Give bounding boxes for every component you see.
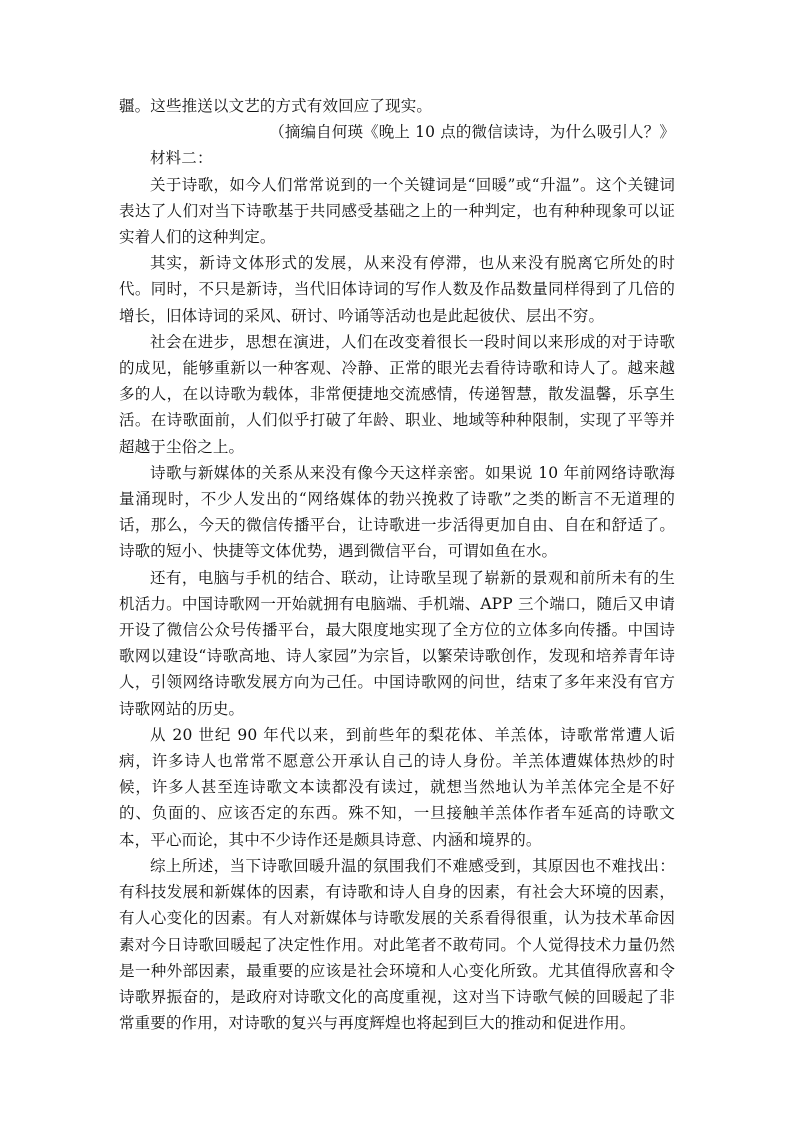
- paragraph: 社会在进步，思想在演进，人们在改变着很长一段时间以来形成的对于诗歌的成见，能够重新以一种客观、冷静、正常的眼光去看待诗歌和诗人了。越来越多的人，在以诗歌为载体，非常便捷地交流感情，传递智慧，散发温馨，乐享生活。在诗歌面前，人们似乎打破了年龄、职业、地域等种种限制，实现了平等并超越于尘俗之上。: [119, 332, 675, 456]
- paragraph: 诗歌与新媒体的关系从来没有像今天这样亲密。如果说 10 年前网络诗歌海量涌现时，不少人发出的“网络媒体的勃兴挽救了诗歌”之类的断言不无道理的话，那么，今天的微信传播平台，让诗歌进一步活得更加自由、自在和舒适了。诗歌的短小、快捷等文体优势，遇到微信平台，可谓如鱼在水。: [119, 463, 675, 561]
- opening-line: 疆。这些推送以文艺的方式有效回应了现实。: [119, 97, 433, 115]
- paragraph: 关于诗歌，如今人们常常说到的一个关键词是“回暖”或“升温”。这个关键词表达了人们对当下诗歌基于共同感受基础之上的一种判定，也有种种现象可以证实着人们的这种判定。: [119, 175, 675, 247]
- paragraph: 其实，新诗文体形式的发展，从来没有停滞，也从来没有脱离它所处的时代。同时，不只是新诗，当代旧体诗词的写作人数及作品数量同样得到了几倍的增长，旧体诗词的采风、研讨、吟诵等活动也是此起彼伏、层出不穷。: [119, 254, 675, 325]
- section-label: 材料二：: [150, 149, 213, 168]
- paragraph: 综上所述，当下诗歌回暖升温的氛围我们不难感受到，其原因也不难找出：有科技发展和新媒体的因素，有诗歌和诗人自身的因素，有社会大环境的因素，有人心变化的因素。有人对新媒体与诗歌发展的关系看得很重，认为技术革命因素对今日诗歌回暖起了决定性作用。对此笔者不敢苟同。个人觉得技术力量仍然是一种外部因素，最重要的应该是社会环境和人心变化所致。尤其值得欣喜和令诗歌界振奋的，是政府对诗歌文化的高度重视，这对当下诗歌气候的回暖起了非常重要的作用，对诗歌的复兴与再度辉煌也将起到巨大的推动和促进作用。: [119, 856, 675, 1033]
- paragraph: 从 20 世纪 90 年代以来，到前些年的梨花体、羊羔体，诗歌常常遭人诟病，许多诗人也常常不愿意公开承认自己的诗人身份。羊羔体遭媒体热炒的时候，许多人甚至连诗歌文本读都没有读过，就想当然地认为羊羔体完全是不好的、负面的、应该否定的东西。殊不知，一旦接触羊羔体作者车延高的诗歌文本，平心而论，其中不少诗作还是颇具诗意、内涵和境界的。: [119, 725, 675, 849]
- document-body: [119, 93, 675, 1036]
- paragraph: 还有，电脑与手机的结合、联动，让诗歌呈现了崭新的景观和前所未有的生机活力。中国诗歌网一开始就拥有电脑端、手机端、APP 三个端口，随后又申请开设了微信公众号传播平台，最大限度地实现了全方位的立体多向传播。中国诗歌网以建设“诗歌高地、诗人家园”为宗旨，以繁荣诗歌创作，发现和培养青年诗人，引领网络诗歌发展方向为己任。中国诗歌网的问世，结束了多年来没有官方诗歌网站的历史。: [119, 568, 675, 718]
- source-citation: （摘编自何瑛《晚上 10 点的微信读诗，为什么吸引人？》: [269, 123, 675, 142]
